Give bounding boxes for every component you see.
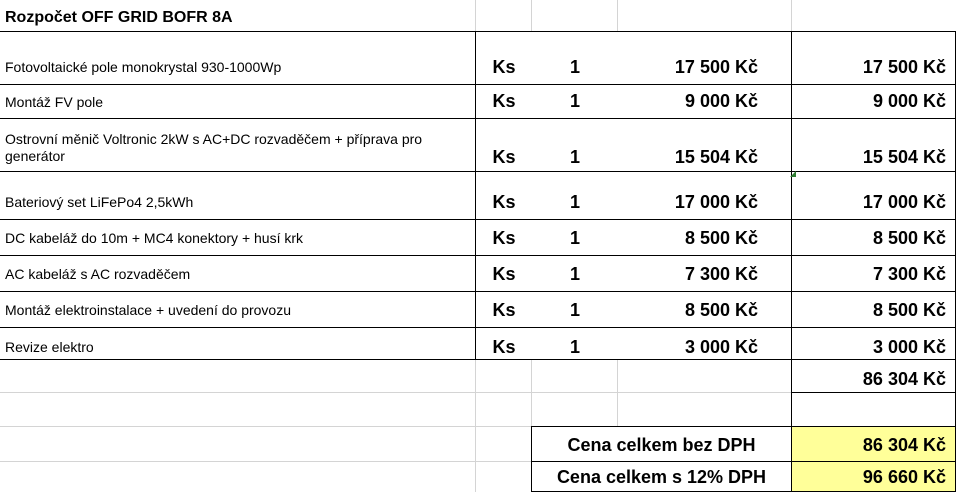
item-description: Revize elektro <box>5 339 94 355</box>
gridline <box>791 0 792 32</box>
item-description: Fotovoltaické pole monokrystal 930-1000Wp <box>5 59 282 75</box>
item-total: 17 500 Kč <box>862 57 946 77</box>
item-unit-price: 8 500 Kč <box>684 300 758 320</box>
item-total: 17 000 Kč <box>862 192 946 212</box>
item-unit: Ks <box>492 91 516 111</box>
border <box>531 426 956 427</box>
total-without-vat-label: Cena celkem bez DPH <box>567 435 756 455</box>
item-unit-price: 7 300 Kč <box>684 264 758 284</box>
page-title: Rozpočet OFF GRID BOFR 8A <box>5 9 233 26</box>
border <box>0 255 956 256</box>
gridline <box>617 0 618 32</box>
item-unit: Ks <box>492 264 516 284</box>
gridline <box>0 426 531 427</box>
item-quantity: 1 <box>569 264 580 284</box>
item-total: 8 500 Kč <box>872 228 946 248</box>
item-quantity: 1 <box>569 337 580 357</box>
border <box>0 359 956 360</box>
border <box>0 327 956 328</box>
border <box>791 392 956 393</box>
subtotal-value: 86 304 Kč <box>862 369 946 389</box>
item-quantity: 1 <box>569 91 580 111</box>
item-unit-price: 15 504 Kč <box>674 147 758 167</box>
border <box>0 171 956 172</box>
border <box>0 31 956 32</box>
gridline <box>475 426 476 492</box>
item-description: Bateriový set LiFePo4 2,5kWh <box>5 194 194 210</box>
item-total: 3 000 Kč <box>872 337 946 357</box>
comment-marker-icon <box>790 171 796 177</box>
item-quantity: 1 <box>569 300 580 320</box>
item-quantity: 1 <box>569 228 580 248</box>
total-with-vat-label: Cena celkem s 12% DPH <box>556 467 767 487</box>
gridline <box>617 360 618 426</box>
item-unit: Ks <box>492 228 516 248</box>
item-unit-price: 17 500 Kč <box>674 57 758 77</box>
item-quantity: 1 <box>569 192 580 212</box>
border <box>0 291 956 292</box>
item-unit-price: 17 000 Kč <box>674 192 758 212</box>
item-total: 7 300 Kč <box>872 264 946 284</box>
item-total: 8 500 Kč <box>872 300 946 320</box>
item-description: DC kabeláž do 10m + MC4 konektory + husí krk <box>5 230 304 246</box>
gridline <box>531 0 532 32</box>
item-description: Montáž elektroinstalace + uvedení do provozu <box>5 302 292 318</box>
item-unit: Ks <box>492 300 516 320</box>
item-description: AC kabeláž s AC rozvaděčem <box>5 266 191 282</box>
border <box>791 31 792 492</box>
item-quantity: 1 <box>569 57 580 77</box>
item-description: Ostrovní měnič Voltronic 2kW s AC+DC rozvaděčem + příprava pro generátor <box>5 131 423 164</box>
item-quantity: 1 <box>569 147 580 167</box>
gridline <box>475 0 476 32</box>
item-unit-price: 9 000 Kč <box>684 91 758 111</box>
item-unit-price: 3 000 Kč <box>684 337 758 357</box>
item-unit-price: 8 500 Kč <box>684 228 758 248</box>
item-unit: Ks <box>492 337 516 357</box>
border <box>0 118 956 119</box>
item-total: 15 504 Kč <box>862 147 946 167</box>
item-unit: Ks <box>492 192 516 212</box>
gridline <box>531 360 532 426</box>
border <box>0 219 956 220</box>
gridline <box>0 461 531 462</box>
total-with-vat-value: 96 660 Kč <box>862 467 946 487</box>
border <box>0 84 956 85</box>
item-unit: Ks <box>492 57 516 77</box>
gridline <box>475 360 476 426</box>
border <box>531 461 956 462</box>
total-without-vat-value: 86 304 Kč <box>862 435 946 455</box>
item-total: 9 000 Kč <box>872 91 946 111</box>
item-description: Montáž FV pole <box>5 94 104 110</box>
item-unit: Ks <box>492 147 516 167</box>
